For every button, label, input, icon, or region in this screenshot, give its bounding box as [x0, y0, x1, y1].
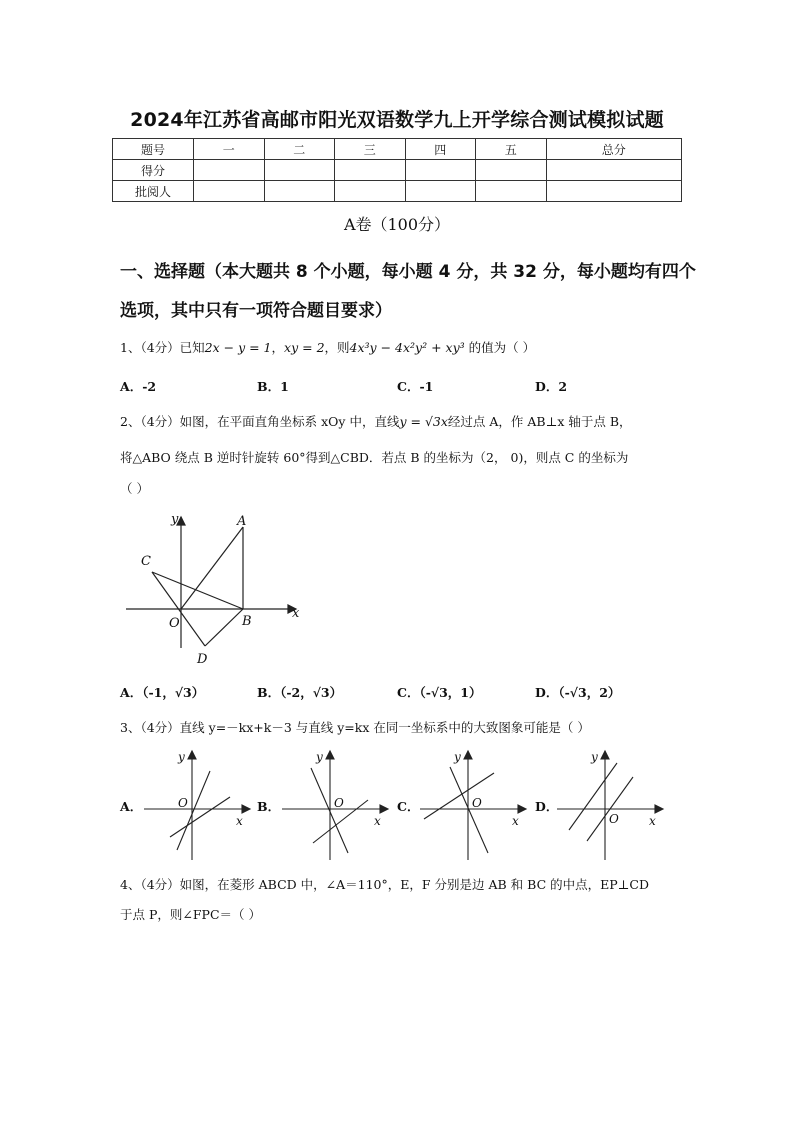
header-cell: 二 — [264, 139, 335, 160]
q2-text-a: 2、（4分）如图，在平面直角坐标系 xOy 中，直线 — [120, 414, 400, 429]
q1-mid: ，则 — [324, 340, 350, 355]
question-2-line-3: （ ） — [120, 481, 149, 496]
x-arrow-icon — [242, 805, 250, 813]
q1-condition-1: 2x − y = 1 — [204, 340, 272, 355]
header-cell: 一 — [194, 139, 265, 160]
axis-label-y: y — [454, 750, 461, 764]
segment-DB — [205, 609, 243, 646]
axis-label-o: O — [472, 796, 482, 810]
reviewer-row — [113, 181, 682, 202]
section-a-heading: A卷（100分） — [343, 215, 451, 234]
score-table-header-row — [113, 139, 682, 160]
question-2-line-1 — [120, 413, 680, 431]
q1-expression: 4x³y − 4x²y² + xy³ — [349, 340, 465, 355]
q1-suffix: 的值为（ ） — [464, 340, 536, 355]
reviewer-cell[interactable] — [264, 181, 335, 202]
header-cell: 三 — [335, 139, 406, 160]
score-table — [112, 138, 682, 202]
reviewer-cell[interactable] — [405, 181, 476, 202]
score-cell[interactable] — [476, 160, 547, 181]
axis-label-y: y — [316, 750, 323, 764]
question-4-line-1: 4、（4分）如图，在菱形 ABCD 中，∠A＝110°，E，F 分别是边 AB 和 BC 的中点，EP⊥CD — [120, 877, 649, 892]
axis-label-o: O — [334, 796, 344, 810]
header-cell: 总分 — [546, 139, 682, 160]
q1-condition-2: xy = 2 — [284, 340, 325, 355]
q2-option-a[interactable]: A．（-1，√3） — [120, 685, 205, 700]
q2-option-c[interactable]: C．（-√3，1） — [397, 685, 482, 700]
graph-line-1 — [450, 767, 488, 853]
score-cell[interactable] — [194, 160, 265, 181]
section-1-heading: 一、选择题（本大题共 8 个小题，每小题 4 分，共 32 分，每小题均有四个选项，其中只有一项符合题目要求） — [120, 262, 696, 321]
reviewer-cell[interactable] — [476, 181, 547, 202]
header-cell: 四 — [405, 139, 476, 160]
row-label: 批阅人 — [113, 181, 194, 202]
fig-label-o: O — [169, 616, 180, 631]
q1-separator: ， — [271, 340, 285, 355]
q3-option-b-label[interactable]: B． — [257, 799, 281, 814]
q2-figure — [120, 505, 320, 675]
question-3: 3、（4分）直线 y=－kx+k－3 与直线 y=kx 在同一坐标系中的大致图象可能是（ ） — [120, 720, 590, 735]
q2-option-b[interactable]: B．（-2，√3） — [257, 685, 343, 700]
score-cell[interactable] — [405, 160, 476, 181]
axis-label-o: O — [178, 796, 188, 810]
fig-label-y: y — [171, 512, 179, 527]
graph-line-1 — [177, 771, 210, 850]
x-arrow-icon — [380, 805, 388, 813]
graph-line-2 — [424, 773, 494, 819]
score-cell[interactable] — [264, 160, 335, 181]
axis-label-o: O — [609, 812, 619, 826]
fig-label-d: D — [197, 652, 208, 667]
question-1 — [120, 339, 680, 357]
x-arrow-icon — [655, 805, 663, 813]
question-2-line-2: 将△ABO 绕点 B 逆时针旋转 60°得到△CBD．若点 B 的坐标为（2， 0)，则点 C 的坐标为 — [120, 450, 629, 465]
exam-title: 2024年江苏省高邮市阳光双语数学九上开学综合测试模拟试题 — [130, 109, 664, 131]
q1-option-d[interactable]: D．2 — [535, 379, 568, 394]
score-cell[interactable] — [546, 160, 682, 181]
q3-option-a-label[interactable]: A． — [120, 799, 143, 814]
axis-label-y: y — [178, 750, 185, 764]
axis-label-x: x — [236, 814, 243, 828]
header-cell: 五 — [476, 139, 547, 160]
reviewer-cell[interactable] — [546, 181, 682, 202]
score-row — [113, 160, 682, 181]
q2-line-equation: y = √3x — [399, 414, 448, 429]
axis-label-x: x — [374, 814, 381, 828]
reviewer-cell[interactable] — [335, 181, 406, 202]
q3-graph-b — [278, 745, 393, 865]
y-arrow-icon — [326, 751, 334, 759]
question-4-line-2: 于点 P，则∠FPC＝（ ） — [120, 907, 261, 922]
fig-label-b: B — [242, 614, 252, 629]
axis-label-x: x — [512, 814, 519, 828]
score-cell[interactable] — [335, 160, 406, 181]
q1-option-c[interactable]: C．-1 — [397, 379, 434, 394]
x-arrow-icon — [518, 805, 526, 813]
y-arrow-icon — [601, 751, 609, 759]
q1-option-a[interactable]: A．-2 — [120, 379, 157, 394]
q3-graph-a — [140, 745, 255, 865]
header-cell: 题号 — [113, 139, 194, 160]
q3-graph-d — [553, 745, 668, 865]
y-arrow-icon — [464, 751, 472, 759]
q1-prefix: 1、（4分）已知 — [120, 340, 205, 355]
fig-label-x: x — [292, 606, 300, 621]
q2-option-d[interactable]: D．（-√3，2） — [535, 685, 621, 700]
fig-label-c: C — [141, 554, 151, 569]
fig-label-a: A — [237, 514, 247, 529]
row-label: 得分 — [113, 160, 194, 181]
q3-option-c-label[interactable]: C． — [397, 799, 420, 814]
q2-text-b: 经过点 A，作 AB⊥x 轴于点 B， — [447, 414, 632, 429]
y-arrow-icon — [188, 751, 196, 759]
axis-label-y: y — [591, 750, 598, 764]
q1-option-b[interactable]: B．1 — [257, 379, 289, 394]
q3-option-d-label[interactable]: D． — [535, 799, 559, 814]
reviewer-cell[interactable] — [194, 181, 265, 202]
q3-graph-c — [416, 745, 531, 865]
axis-label-x: x — [649, 814, 656, 828]
